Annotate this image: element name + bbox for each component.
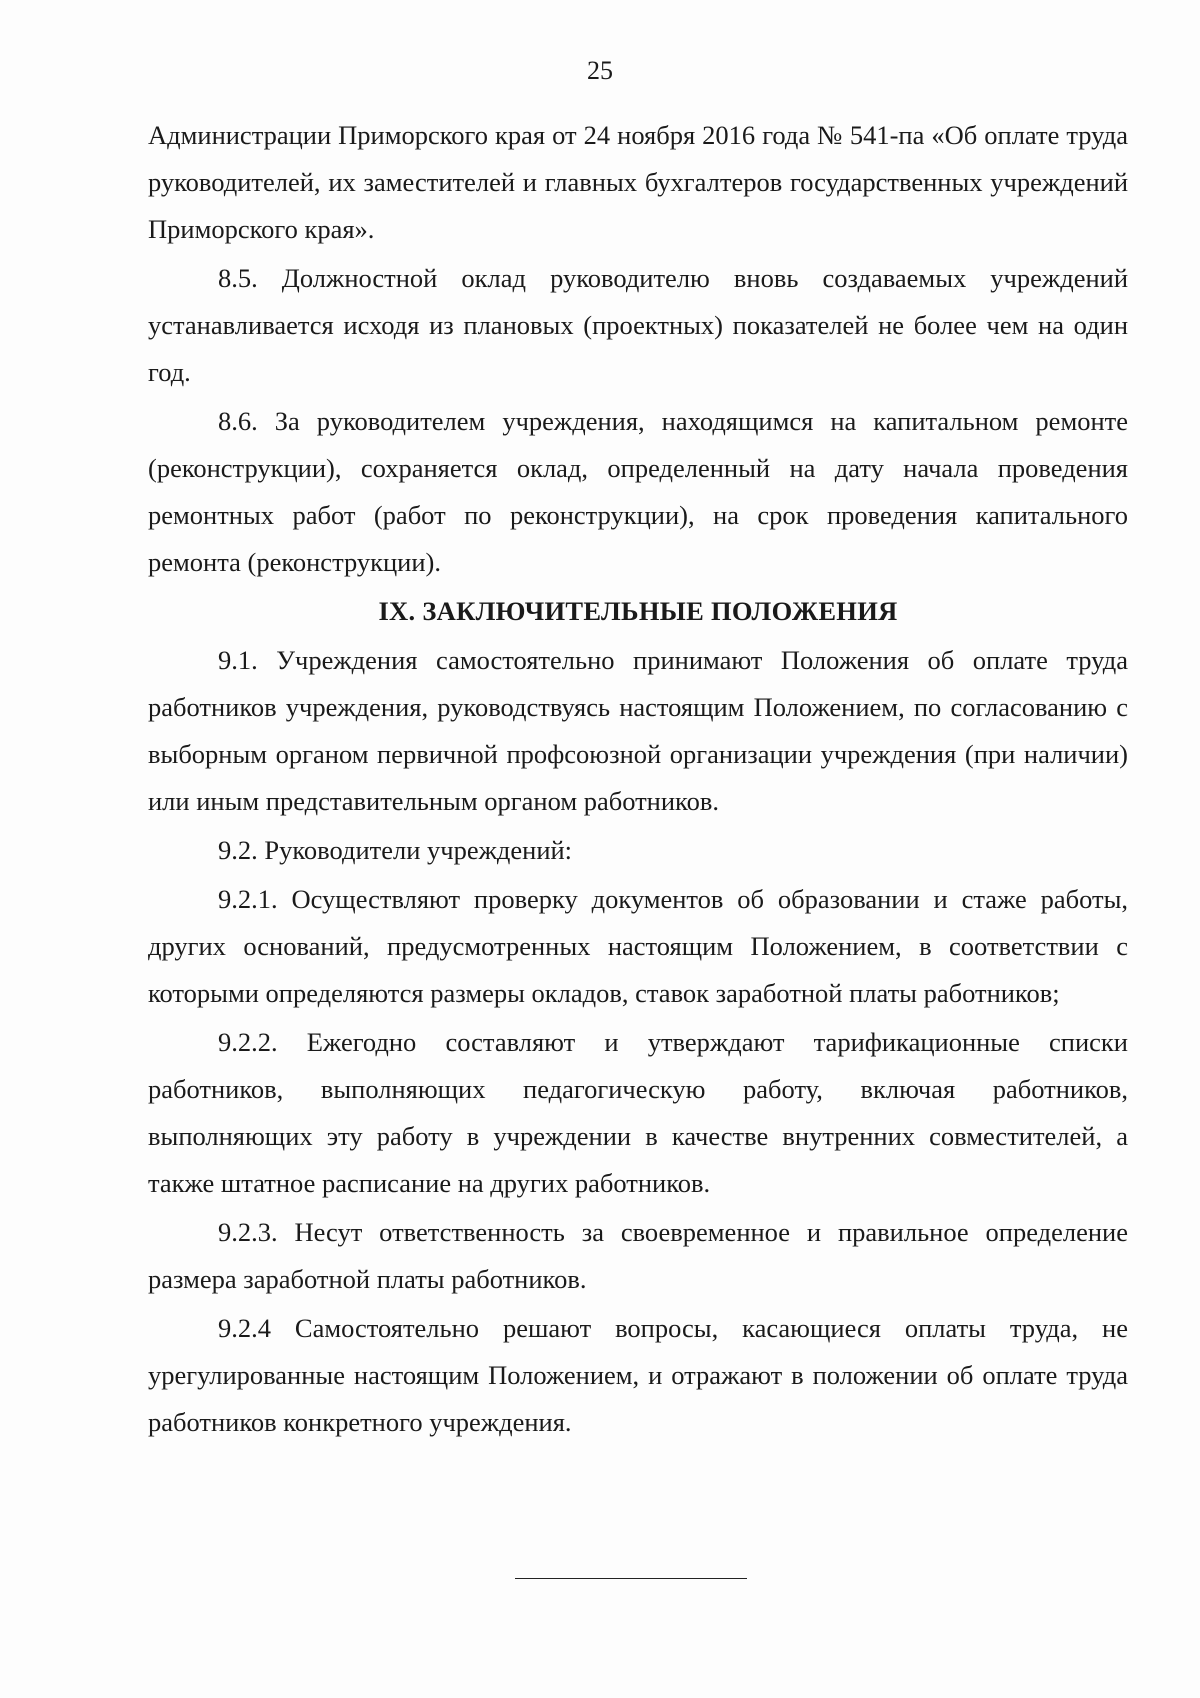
paragraph-8-5: 8.5. Должностной оклад руководителю вновь создаваемых учреждений устанавливается исходя из плановых (проектных) показателей не более чем на один год. [148,263,1128,387]
paragraph-9-2: 9.2. Руководители учреждений: [218,835,573,865]
page-number: 25 [587,56,613,85]
paragraph-9-2-2: 9.2.2. Ежегодно составляют и утверждают тарификационные списки работников, выполняющих педагогическую работу, включая работников, выполняющих эту работу в учреждении в качестве внутренних совместителей, а также штатное расписание на других работников. [148,1027,1128,1198]
section-heading: IX. ЗАКЛЮЧИТЕЛЬНЫЕ ПОЛОЖЕНИЯ [378,596,898,626]
paragraph-continuation: Администрации Приморского края от 24 ноября 2016 года № 541-па «Об оплате труда руководителей, их заместителей и главных бухгалтеров государственных учреждений Приморского края». [148,120,1128,244]
paragraph-9-2-3: 9.2.3. Несут ответственность за своевременное и правильное определение размера заработной платы работников. [148,1217,1128,1294]
paragraph-8-6: 8.6. За руководителем учреждения, находящимся на капитальном ремонте (реконструкции), сохраняется оклад, определенный на дату начала проведения ремонтных работ (работ по реконструкции), на срок проведения капитального ремонта (реконструкции). [148,406,1128,577]
paragraph-9-2-4: 9.2.4 Самостоятельно решают вопросы, касающиеся оплаты труда, не урегулированные настоящим Положением, и отражают в положении об оплате труда работников конкретного учреждения. [148,1313,1128,1437]
paragraph-9-1: 9.1. Учреждения самостоятельно принимают Положения об оплате труда работников учреждения, руководствуясь настоящим Положением, по согласованию с выборным органом первичной профсоюзной организации учреждения (при наличии) или иным представительным органом работников. [148,645,1128,816]
end-divider [515,1578,747,1579]
document-body [148,112,1128,1448]
paragraph-9-2-1: 9.2.1. Осуществляют проверку документов об образовании и стаже работы, других оснований, предусмотренных настоящим Положением, в соответствии с которыми определяются размеры окладов, ставок заработной платы работников; [148,884,1128,1008]
